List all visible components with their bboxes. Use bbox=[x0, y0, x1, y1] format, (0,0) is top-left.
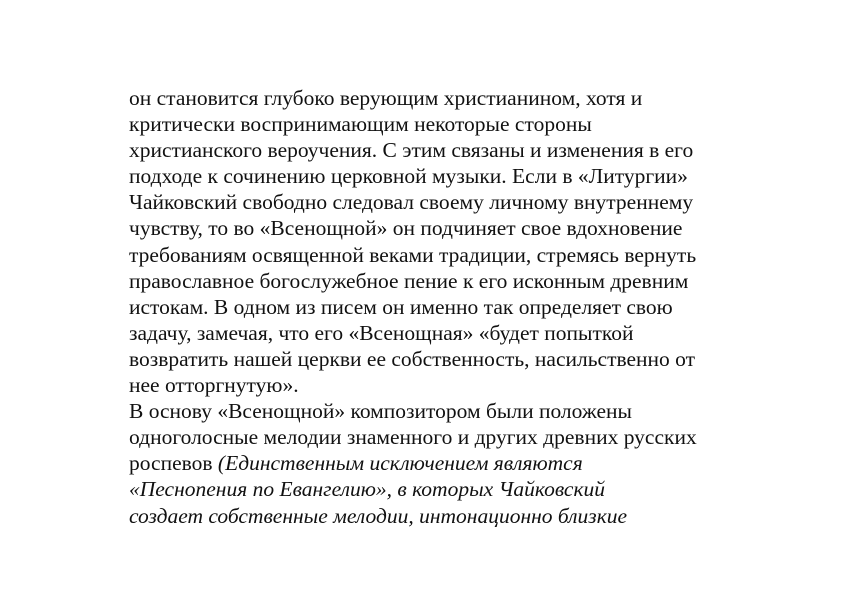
text-line-15-regular: роспевов bbox=[129, 451, 218, 476]
text-line-9: истокам. В одном из писем он именно так определяет свою bbox=[129, 294, 673, 319]
text-line-13: В основу «Всенощной» композитором были положены bbox=[129, 399, 632, 424]
text-line-15 bbox=[129, 450, 749, 476]
text-line-5: Чайковский свободно следовал своему личному внутреннему bbox=[129, 190, 694, 215]
text-line-6: чувству, то во «Всенощной» он подчиняет свое вдохновение bbox=[129, 216, 683, 241]
text-line-15-italic: (Единственным исключением являются bbox=[217, 451, 583, 476]
text-line-4: подходе к сочинению церковной музыки. Если в «Литургии» bbox=[129, 164, 688, 189]
text-line-2: критически воспринимающим некоторые стороны bbox=[129, 112, 592, 137]
text-line-11: возвратить нашей церкви ее собственность, насильственно от bbox=[129, 346, 696, 371]
text-line-8: православное богослужебное пение к его исконным древним bbox=[129, 268, 689, 293]
text-line-16: «Песнопения по Евангелию», в которых Чайковский bbox=[129, 477, 606, 502]
text-line-14: одноголосные мелодии знаменного и других древних русских bbox=[129, 425, 697, 450]
text-line-12: нее отторгнутую». bbox=[129, 373, 299, 398]
text-line-10: задачу, замечая, что его «Всенощная» «будет попыткой bbox=[129, 320, 634, 345]
text-line-17: создает собственные мелодии, интонационно близкие bbox=[129, 503, 628, 528]
text-line-1: он становится глубоко верующим христианином, хотя и bbox=[129, 86, 643, 110]
body-text bbox=[129, 85, 749, 529]
text-line-3: христианского вероучения. С этим связаны и изменения в его bbox=[129, 138, 694, 163]
text-line-7: требованиям освященной веками традиции, стремясь вернуть bbox=[129, 242, 697, 267]
